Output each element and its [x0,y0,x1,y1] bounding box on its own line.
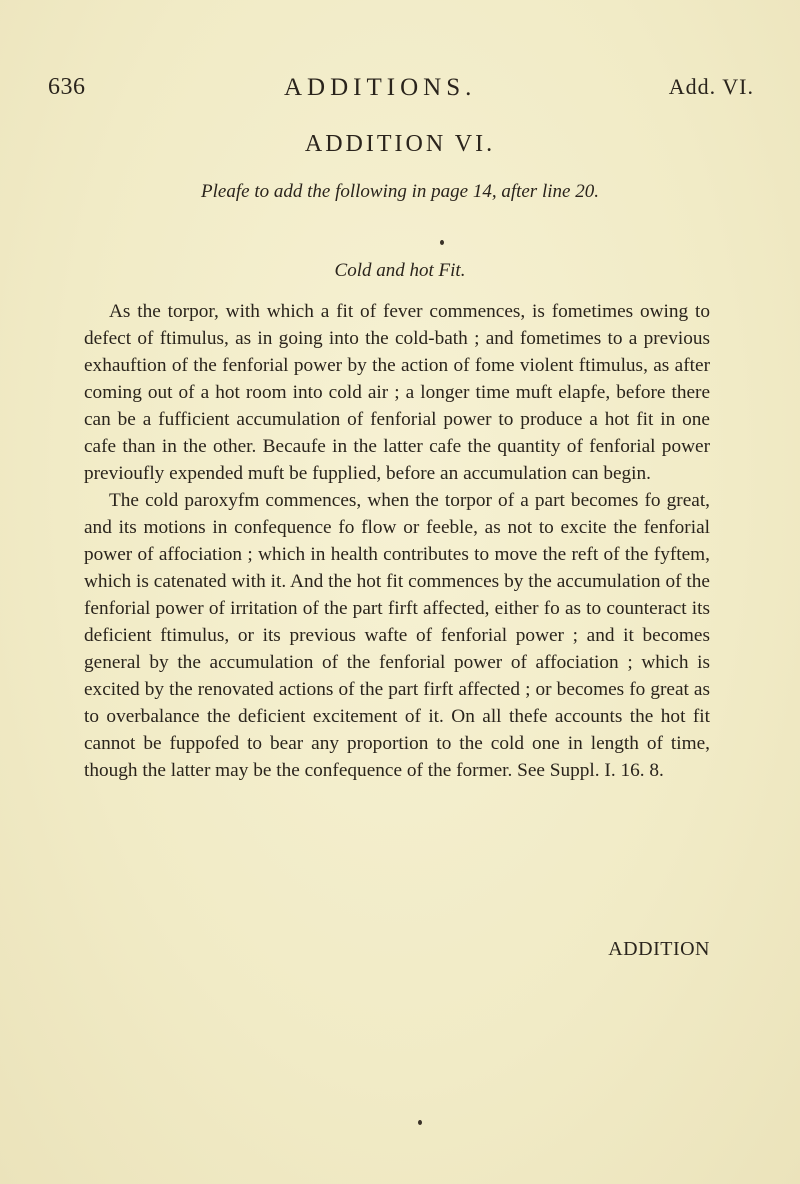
page-number: 636 [48,74,86,100]
ink-speck [418,1120,422,1125]
subheading: Cold and hot Fit. [334,260,466,281]
running-head-section: Add. VI. [668,74,754,99]
section-title: ADDITION VI. [304,131,496,157]
catchword: ADDITION [608,938,710,960]
running-head-title: ADDITIONS. [284,74,477,101]
paragraph-1: As the torpor, with which a fit of fever commences, is fometimes owing to defect of ftimulus, as in going into the cold-bath ; and fometimes to a previous exhauftion of the fenforial power by the action of fome violent ftimulus, as after coming out of a hot room into cold air ; a longer time muft elapfe, before there can be a fufficient accumulation of fenforial power to produce a hot fit in one cafe than in the other. Becaufe in the latter cafe the quantity of fenforial power previoufly expended muft be fupplied, before an accumulation can begin. [84,301,710,484]
paragraph-2: The cold paroxyfm commences, when the torpor of a part becomes fo great, and its motions in confequence fo flow or feeble, as not to excite the fenforial power of affociation ; which in health contributes to move the reft of the fyftem, which is catenated with it. And the hot fit commences by the accumulation of the fenforial power of irritation of the part firft affected, either fo as to counteract its deficient ftimulus, or its previous wafte of fenforial power ; and it becomes general by the accumulation of the fenforial power of affociation ; which is excited by the renovated actions of the part firft affected ; or becomes fo great as to overbalance the deficient excitement of it. On all thefe accounts the hot fit cannot be fuppofed to bear any proportion to the cold one in length of time, though the latter may be the confequence of the former. See Suppl. I. 16. 8. [84,490,710,781]
body-text [84,298,710,784]
running-head [48,74,754,104]
insertion-instruction: Pleafe to add the following in page 14, after line 20. [201,181,599,202]
ink-speck [440,240,444,245]
